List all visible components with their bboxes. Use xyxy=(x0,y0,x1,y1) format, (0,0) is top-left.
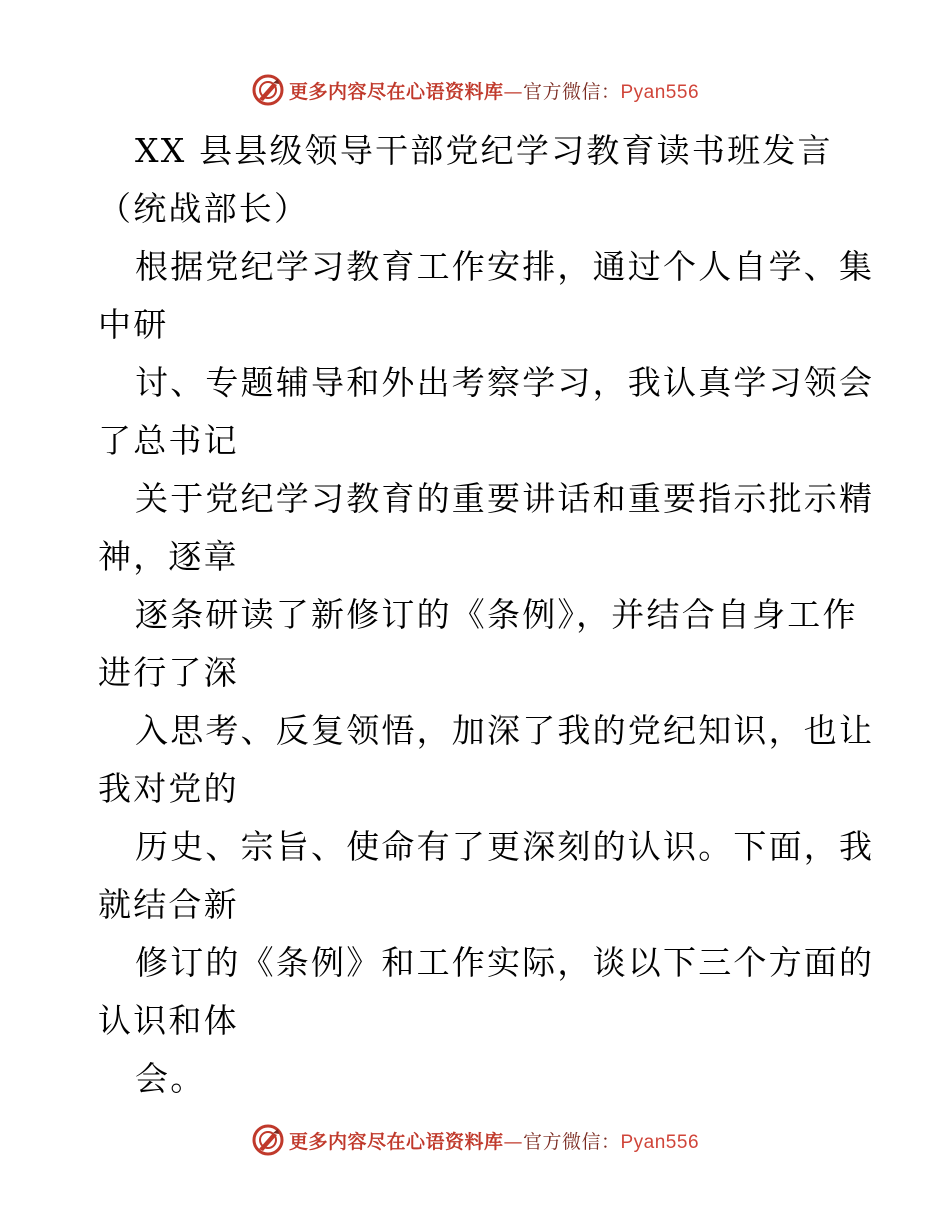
text-line: 了总书记 xyxy=(98,421,239,460)
watermark-text xyxy=(289,77,699,104)
watermark-brand: 更多内容尽在心语资料库 xyxy=(288,1130,504,1153)
text-line: 逐条研读了新修订的《条例》，并结合自身工作 xyxy=(135,595,858,634)
text-line: 会。 xyxy=(135,1059,206,1098)
watermark-dash: — xyxy=(503,1130,523,1153)
watermark-text xyxy=(289,1127,699,1154)
watermark-banner-top xyxy=(0,70,950,110)
text-line: 历史、宗旨、使命有了更深刻的认识。下面，我 xyxy=(135,827,875,866)
text-line: 讨、专题辅导和外出考察学习，我认真学习领会 xyxy=(135,363,875,402)
text-line: 根据党纪学习教育工作安排，通过个人自学、集 xyxy=(135,247,875,286)
watermark-brand: 更多内容尽在心语资料库 xyxy=(288,80,504,103)
text-line: XX 县县级领导干部党纪学习教育读书班发言 xyxy=(135,131,833,170)
text-line: 关于党纪学习教育的重要讲话和重要指示批示精 xyxy=(135,479,875,518)
watermark-wechat-label: 官方微信： xyxy=(522,80,621,103)
brand-logo-icon xyxy=(251,1123,285,1157)
watermark-wechat-id: Pyan556 xyxy=(620,1131,700,1153)
watermark-wechat-id: Pyan556 xyxy=(620,81,700,103)
document-body xyxy=(98,122,875,1108)
watermark-banner-bottom xyxy=(0,1120,950,1160)
text-line: 神，逐章 xyxy=(98,537,239,576)
text-line: 就结合新 xyxy=(98,885,239,924)
text-line: （统战部长） xyxy=(98,189,310,228)
watermark-dash: — xyxy=(503,80,523,103)
text-line: 进行了深 xyxy=(98,653,239,692)
text-line: 中研 xyxy=(98,305,169,344)
watermark-content xyxy=(251,1123,699,1157)
text-line: 我对党的 xyxy=(98,769,239,808)
text-line: 修订的《条例》和工作实际，谈以下三个方面的 xyxy=(135,943,875,982)
watermark-content xyxy=(251,73,699,107)
brand-logo-icon xyxy=(251,73,285,107)
text-line: 认识和体 xyxy=(98,1001,239,1040)
watermark-wechat-label: 官方微信： xyxy=(522,1130,621,1153)
text-line: 入思考、反复领悟，加深了我的党纪知识，也让 xyxy=(135,711,875,750)
